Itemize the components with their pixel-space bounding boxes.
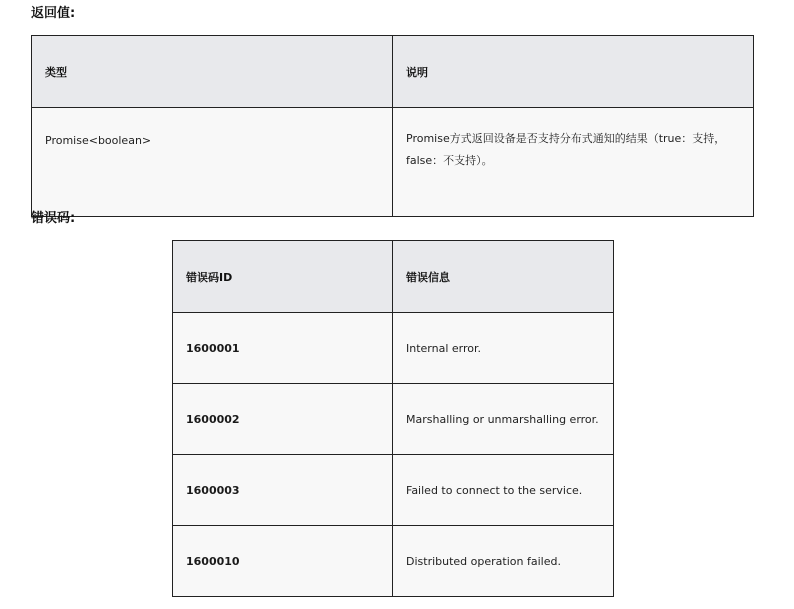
error-message-cell: Marshalling or unmarshalling error. [393, 384, 614, 455]
error-message-cell: Failed to connect to the service. [393, 455, 614, 526]
error-code-cell: 1600003 [173, 455, 393, 526]
return-value-table [31, 35, 754, 217]
table-header-row [173, 241, 614, 313]
table-row [173, 384, 614, 455]
column-header-type: 类型 [32, 36, 393, 108]
error-code-cell: 1600001 [173, 313, 393, 384]
return-value-heading: 返回值: [31, 6, 76, 21]
error-message-cell: Distributed operation failed. [393, 526, 614, 597]
return-description-cell: Promise方式返回设备是否支持分布式通知的结果（true：支持，false：不支持）。 [393, 108, 754, 217]
error-message-cell: Internal error. [393, 313, 614, 384]
column-header-error-code-id: 错误码ID [173, 241, 393, 313]
table-row [173, 313, 614, 384]
column-header-description: 说明 [393, 36, 754, 108]
error-code-cell: 1600010 [173, 526, 393, 597]
error-code-table [172, 240, 614, 597]
table-row [173, 526, 614, 597]
table-row [173, 455, 614, 526]
error-code-cell: 1600002 [173, 384, 393, 455]
return-type-cell: Promise<boolean> [32, 108, 393, 217]
column-header-error-message: 错误信息 [393, 241, 614, 313]
table-header-row [32, 36, 754, 108]
table-row [32, 108, 754, 217]
error-code-heading: 错误码: [31, 211, 76, 226]
